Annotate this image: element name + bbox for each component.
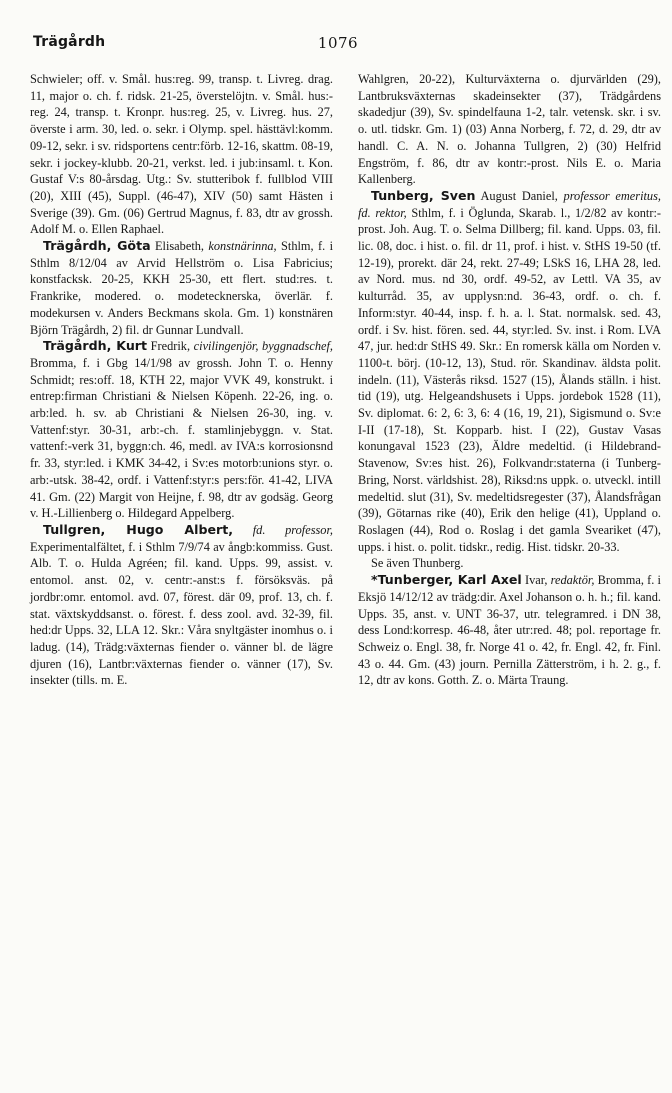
entry-given: Fredrik, [150,339,191,354]
entry-text: Bromma, f. i Eksjö 14/12/12 av trädg:dir. Axel Johanson o. h. h.; fil. kand. Upps. 35, anst. v. UNT 36-37, utr. telegramred. i DN 38, dess Lond:korresp. 46-48, åter utr:red. 48; pol. reportage fr. Schweiz o. Engl. 38, fr. Norge 41 o. 42, fr. Engl. 42, fr. Finl. 43 o. 44. Gm. (43) journ. Pernilla Zätterström, i h. 2. g., f. 12, dtr av kons. Gotth. Z. o. Märta Traung. [358,573,661,688]
entry-given: Ivar, [524,573,548,588]
running-head: Trägårdh [33,34,106,50]
entry-title: redaktör, [550,573,595,588]
entry-text: Sthlm, f. i Öglunda, Skarab. l., 1/2/82 av kontr:-prost. Joh. Aug. T. o. Selma Dillberg; fil. kand. Upps. 03, fil. lic. 08, doc. i hist. o. fil. dr 11, prof. i hist. v. StHS 19-50 (tf. 12-19), prorekt. där 24, rekt. 27-49; LSkS 16, LHA 28, led. av Nord. mus. nd 30, ordf. 49-52, av Lettl. VA 35, av kulturråd. 35, av upplysn:nd. 36-43, ordf. o. ch. f. Inform:styr. 40-44, insp. f. h. a. l. Stat. normalsk. sed. 43, ordf. i Sv. hist. fören. sed. 44, styr:led. Sv. inst. i Rom. LVA 47, jur. hed:dr StHS 49. Skr.: En romersk källa om Norden v. 1100-t. börj. (10-12, 13), Stud. rör. Skandinav. äldsta polit. indeln. (11), Västerås riksd. 1527 (15), Ålands ställn. i hist. tid (19), utg. Helgeandshusets i Upps. jordebok 1528 (11), Sv. diplomat. 6: 2, 6: 3, 6: 4 (16, 19, 21), Sigismund o. Sv:e I-II (17-18), St. Kopparb. hist. I (22), Gustav Vasas konungaval 1523 (23), Äldre medeltid. (i Hildebrand-Stavenow, Sv:es hist. 26), Folkvandr:staterna (i Tunberg-Bring, Norst. världshist. 28), Riksd:ns uppk. o. utveckl. intill medeltid. slut (31), Sv. medeltidsregester (37), Ålandsfrågan (39), Götarnas rike (40), Erik den helige (41), Uppland o. Roslagen (44), Rod o. Roslag i det gamla Sveariket (47), upps. i hist. o. polit. tidskr., redig. Hist. tidskr. 20-33. [358,205,662,554]
page-header [33,34,643,56]
entry-tullgren-hugo [30,522,333,689]
entry-name: Tullgren, Hugo Albert, [43,521,234,537]
left-column [30,71,333,689]
entry-title: professor emeritus, fd. rektor, [358,188,661,220]
entry-name: *Tunberger, Karl Axel [371,572,522,588]
see-also-text: Se även Thunberg. [371,556,464,571]
entry-text: Bromma, f. i Gbg 14/1/98 av grossh. John T. o. Henny Schmidt; res:off. 18, KTH 22, major VVK 49, konstrukt. i entrep:firman Christiani & Nielsen Köpenh. 22-26, ing. o. arb:led. h. sv. ab Christiani & Nielsen 26-30, ing. v. Vattenf:styr. 30-31, arb:-ch. f. stamlinjebyggn. v. Stat. vattenf:-verk 31, byggn:ch. 46, medl. av IVA:s korrosionsnd fr. 33, styr:led. i KMK 34-42, i Sv:es motorb:unions styr. o. arb:-utsk. 38-42, ordf. i Vattenf:styr:s pers:för. 41-42, LIVA 41. Gm. (22) Margit von Heijne, f. 98, dtr av godsäg. Georg v. H.-Lillienberg o. Hildegard Appelberg. [30,355,333,521]
entry-name: Tunberg, Sven [371,187,476,203]
entry-given: Elisabeth, [154,239,205,254]
entry-title: civilingenjör, byggnadschef, [193,339,333,354]
entry-continuation [358,71,661,188]
entry-tunberger-karl [358,572,661,689]
right-column [358,71,661,689]
entry-continuation [30,71,333,238]
cross-reference [358,555,661,572]
entry-text: Schwieler; off. v. Smål. hus:reg. 99, transp. t. Livreg. drag. 11, major o. ch. f. ridsk. 21-25, överstelöjtn. v. Smål. hus:-reg. 24, transp. t. Kronpr. hus:reg. 25, v. Livreg. hus. 27, överste i arm. 30, led. o. sekr. i Olymp. spel. hästtävl:komm. 09-12, sekr. i sv. ridsportens centr:förb. 12-16, skattm. 08-19, sekr. i jockey-klubb. 20-21, verkst. led. i jub:insaml. t. Kon. Gustaf V:s 80-årsdag. Utg.: Sv. stutteribok f. fullblod VIII (20), XIII (45), Suppl. (46-47), XIV (50) samt Hästen i Sverige (39). Gm. (06) Gertrud Magnus, f. 83, dtr av grossh. Adolf M. o. Ellen Raphael. [30,72,333,237]
page-number: 1076 [317,34,359,52]
entry-name: Trägårdh, Kurt [43,338,148,354]
entry-text: Experimentalfältet, f. i Sthlm 7/9/74 av ångb:kommiss. Gust. Alb. T. o. Hulda Agréen; fil. kand. Upps. 99, assist. v. entomol. anst. 02, v. centr:-anst:s f. försöksväs. på jordbr:omr. entomol. avd. 07, förest. där 09, prof. 13, ch. f. stat. växtskyddsanst. o. förest. f. dess zool. avd. 32-39, fil. hed:dr Upps. 32, LLA 12. Skr.: Våra snyltgäster inomhus o. i ladug. (14), Trädg:växternas fiender o. vänner bl. de lägre djuren (16), Lantbr:växternas fiender o. vänner (17), Sv. insekter (tills. m. E. [30,539,333,688]
entry-title: fd. professor, [252,522,334,537]
entry-name: Trägårdh, Göta [43,238,151,254]
entry-tragardh-kurt [30,338,333,522]
entry-text: Sthlm, f. i Sthlm 8/12/04 av Arvid Hellström o. Lisa Fabricius; konstfacksk. 20-25, KKH 25-30, ett flert. stud:res. t. Frankrike, modered. o. modetecknerska, överlär. f. modekursen v. Anders Beckmans skola. Gm. 1) konstnären Björn Trägårdh, 2) fil. dr Gunnar Lundvall. [30,239,334,337]
entry-text: Wahlgren, 20-22), Kulturväxterna o. djurvärlden (29), Lantbruksväxternas skadeinsekter (37), Trädgårdens skadedjur (39), Sv. spindelfauna 1-2, talr. vetensk. skr. i sv. o. utl. tidskr. Gm. 1) (03) Anna Norberg, f. 72, d. 29, dtr av handl. C. A. N. o. Johanna Tullgren, 2) (30) Helfrid Engström, f. 86, dtr av kontr:-prost. Nils E. o. Maria Kallenberg. [358,72,661,187]
entry-tragardh-gota [30,238,333,338]
entry-title: konstnärinna, [208,239,277,254]
entry-tunberg-sven [358,188,661,555]
entry-given: August Daniel, [480,188,558,203]
